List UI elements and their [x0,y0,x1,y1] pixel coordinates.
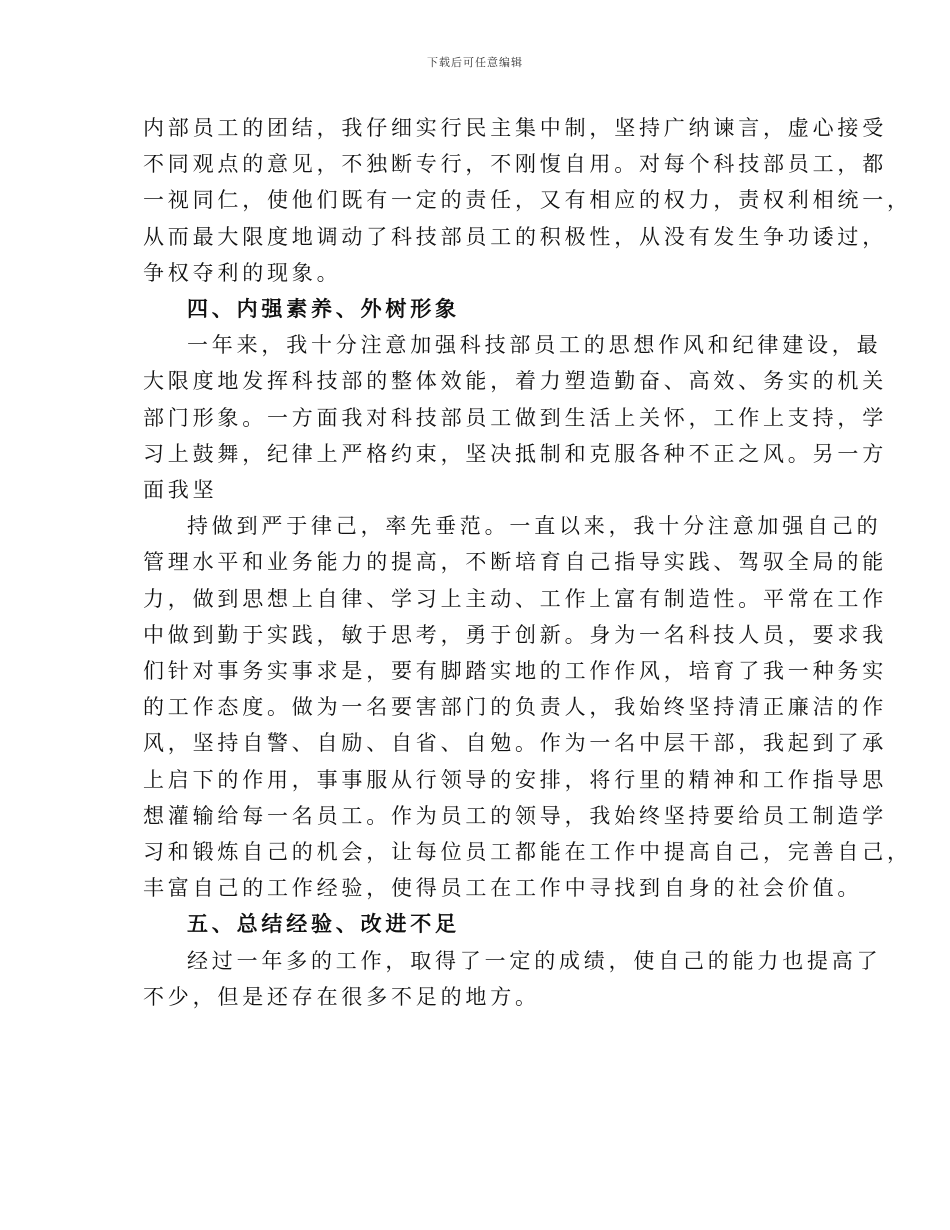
text-line: 上启下的作用，事事服从行领导的安排，将行里的精神和工作指导思 [143,767,887,792]
text-line: 丰富自己的工作经验，使得员工在工作中寻找到自身的社会价值。 [143,876,863,901]
paragraph-unity [143,110,912,291]
text-line: 想灌输给每一名员工。作为员工的领导，我始终坚持要给员工制造学 [143,803,887,828]
text-line: 经过一年多的工作，取得了一定的成绩，使自己的能力也提高了 [187,948,882,973]
text-line: 们针对事务实事求是，要有脚踏实地的工作作风，培育了我一种务实 [143,659,887,684]
text-line: 管理水平和业务能力的提高，不断培育自己指导实践、驾驭全局的能 [143,550,887,575]
text-line: 力，做到思想上自律、学习上主动、工作上富有制造性。平常在工作 [143,586,887,611]
section-heading-4: 四、内强素养、外树形象 [187,296,460,322]
text-line: 中做到勤于实践，敏于思考，勇于创新。身为一名科技人员，要求我 [143,622,887,647]
paragraph-summary [143,943,882,1015]
paragraph-self-discipline [143,508,912,906]
text-line: 一年来，我十分注意加强科技部员工的思想作风和纪律建设，最 [187,333,882,358]
text-line: 内部员工的团结，我仔细实行民主集中制，坚持广纳谏言，虚心接受 [143,116,887,140]
text-line: 习和锻炼自己的机会，让每位员工都能在工作中提高自己，完善自己， [143,840,912,865]
text-line: 面我坚 [143,478,218,503]
document-body [143,110,912,1015]
text-line: 大限度地发挥科技部的整体效能，着力塑造勤奋、高效、务实的机关 [143,369,887,394]
text-line: 风，坚持自警、自励、自省、自勉。作为一名中层干部，我起到了承 [143,731,887,756]
text-line: 部门形象。一方面我对科技部员工做到生活上关怀，工作上支持，学 [143,405,887,430]
text-line: 一视同仁，使他们既有一定的责任，又有相应的权力，责权利相统一， [143,188,912,213]
text-line: 争权夺利的现象。 [143,260,342,285]
text-line: 从而最大限度地调动了科技部员工的积极性，从没有发生争功诿过， [143,224,887,249]
text-line: 不同观点的意见，不独断专行，不刚愎自用。对每个科技部员工，都 [143,152,887,177]
text-line: 的工作态度。做为一名要害部门的负责人，我始终坚持清正廉洁的作 [143,695,887,720]
paragraph-discipline [143,327,887,508]
page-header: 下载后可任意编辑 [427,56,523,69]
text-line: 持做到严于律己，率先垂范。一直以来，我十分注意加强自己的 [187,514,882,539]
text-line: 习上鼓舞，纪律上严格约束，坚决抵制和克服各种不正之风。另一方 [143,441,887,466]
text-line: 不少，但是还存在很多不足的地方。 [143,984,540,1009]
section-heading-5: 五、总结经验、改进不足 [187,911,460,937]
